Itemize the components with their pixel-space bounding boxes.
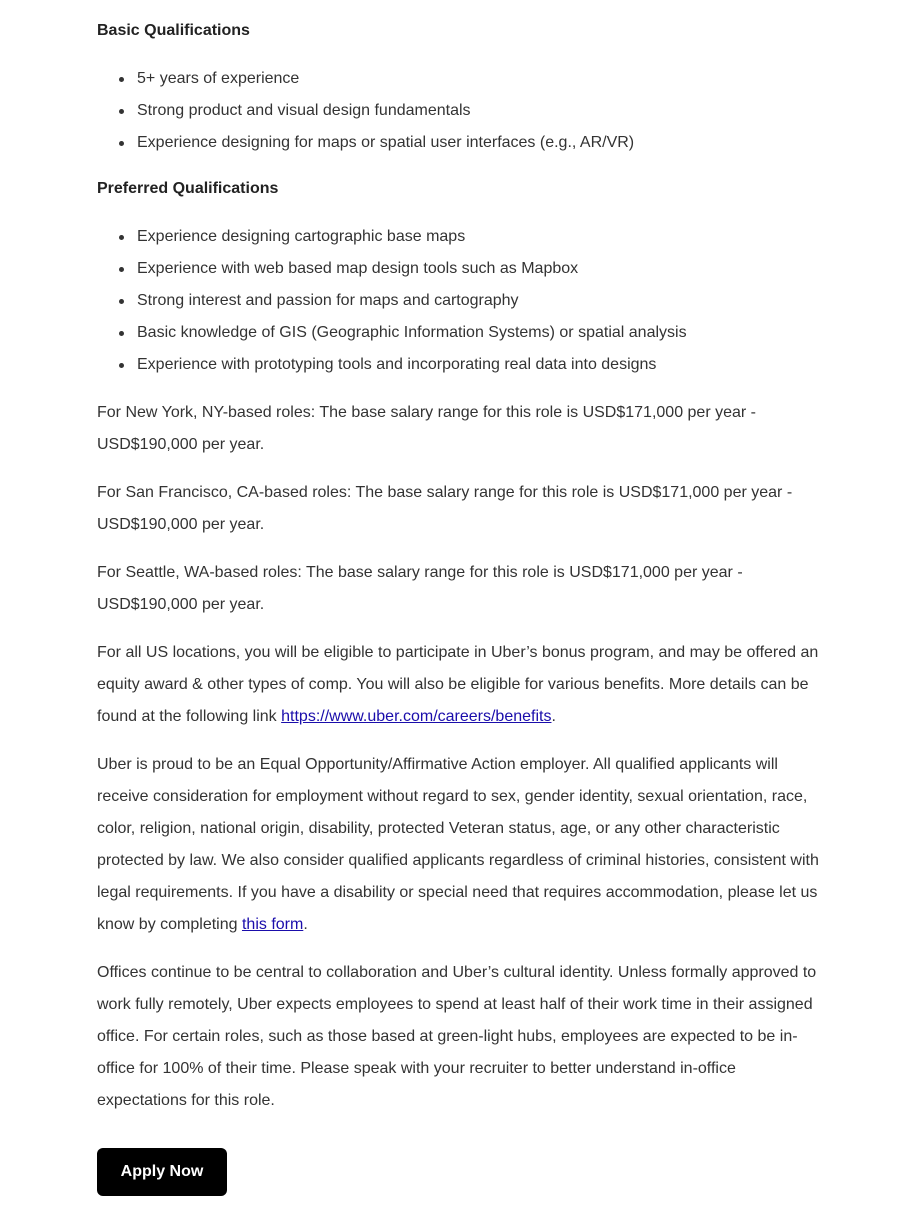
- bullet-icon: [119, 299, 124, 304]
- list-item: [97, 317, 827, 349]
- list-item-text: Experience with prototyping tools and incorporating real data into designs: [137, 356, 657, 373]
- list-item: [97, 95, 827, 127]
- accommodation-form-link[interactable]: this form: [241, 916, 304, 933]
- list-item: [97, 349, 827, 381]
- job-description: [97, 0, 827, 1117]
- list-item-text: Strong interest and passion for maps and cartography: [137, 292, 519, 309]
- list-item: [97, 221, 827, 253]
- apply-now-button[interactable]: Apply Now: [97, 1148, 227, 1196]
- list-item-text: Experience designing for maps or spatial user interfaces (e.g., AR/VR): [137, 134, 635, 151]
- list-item: [97, 127, 827, 159]
- benefits-paragraph: [97, 637, 827, 733]
- benefits-link[interactable]: https://www.uber.com/careers/benefits: [281, 708, 552, 725]
- list-item: [97, 63, 827, 95]
- basic-qualifications-heading: Basic Qualifications: [97, 22, 250, 39]
- list-item-text: Experience with web based map design tools such as Mapbox: [137, 260, 579, 277]
- salary-san-francisco: For San Francisco, CA-based roles: The base salary range for this role is USD$171,000 per year - USD$190,000 per year.: [97, 484, 793, 533]
- eeo-paragraph: [97, 749, 827, 941]
- office-policy-paragraph: Offices continue to be central to collaboration and Uber’s cultural identity. Unless formally approved to work fully remotely, Uber expects employees to spend at least half of their work time in their assigned office. For certain roles, such as those based at green-light hubs, employees are expected to be in-office for 100% of their time. Please speak with your recruiter to better understand in-office expectations for this role.: [97, 964, 817, 1109]
- list-item-text: Basic knowledge of GIS (Geographic Information Systems) or spatial analysis: [137, 324, 687, 341]
- salary-new-york: For New York, NY-based roles: The base salary range for this role is USD$171,000 per year - USD$190,000 per year.: [97, 404, 756, 453]
- preferred-qualifications-list: [97, 221, 827, 381]
- list-item-text: Strong product and visual design fundamentals: [137, 102, 471, 119]
- bullet-icon: [119, 235, 124, 240]
- list-item: [97, 285, 827, 317]
- bullet-icon: [119, 267, 124, 272]
- bullet-icon: [119, 331, 124, 336]
- benefits-text-end: .: [551, 708, 556, 725]
- preferred-qualifications-heading: Preferred Qualifications: [97, 180, 279, 197]
- list-item-text: 5+ years of experience: [137, 70, 300, 87]
- eeo-text: Uber is proud to be an Equal Opportunity/Affirmative Action employer. All qualified applicants will receive consideration for employment without regard to sex, gender identity, sexual orientation, race, color, religion, national origin, disability, protected Veteran status, age, or any other characteristic protected by law. We also consider qualified applicants regardless of criminal histories, consistent with legal requirements. If you have a disability or special need that requires accommodation, please let us know by completing: [97, 756, 819, 933]
- list-item-text: Experience designing cartographic base maps: [137, 228, 466, 245]
- bullet-icon: [119, 363, 124, 368]
- salary-seattle: For Seattle, WA-based roles: The base salary range for this role is USD$171,000 per year - USD$190,000 per year.: [97, 564, 743, 613]
- bullet-icon: [119, 77, 124, 82]
- bullet-icon: [119, 141, 124, 146]
- bullet-icon: [119, 109, 124, 114]
- basic-qualifications-list: [97, 63, 827, 159]
- eeo-text-end: .: [303, 916, 308, 933]
- benefits-text: For all US locations, you will be eligible to participate in Uber’s bonus program, and may be offered an equity award & other types of comp. You will also be eligible for various benefits. More details can be found at the following link: [97, 644, 819, 725]
- list-item: [97, 253, 827, 285]
